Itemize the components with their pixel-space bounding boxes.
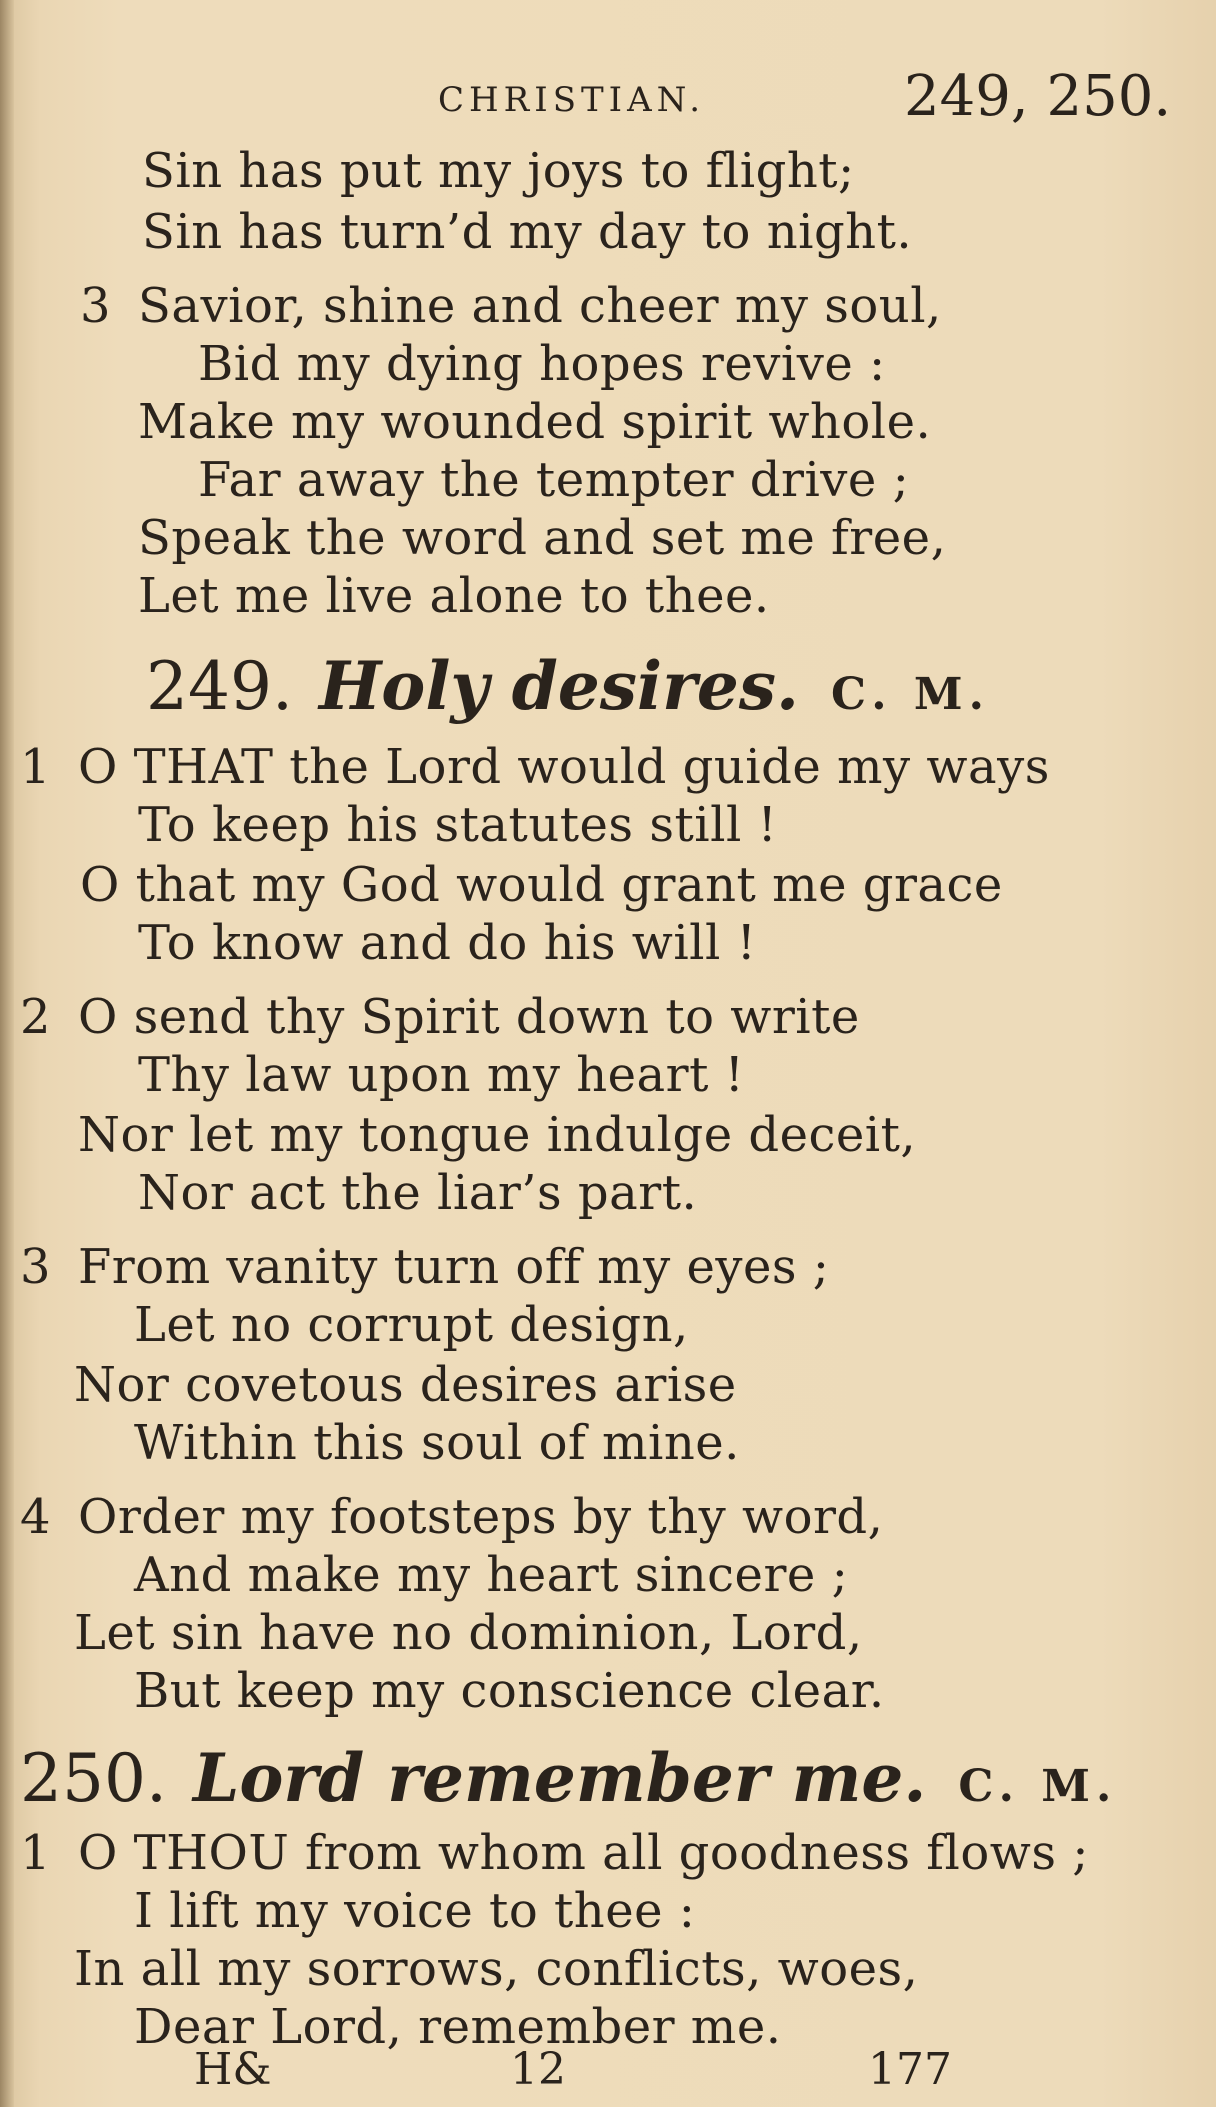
- hymn-number: 250.: [20, 1740, 167, 1817]
- verse-number: 3: [80, 278, 112, 334]
- verse-line: O that my God would grant me grace: [80, 857, 1003, 913]
- verse-line: Far away the tempter drive ;: [198, 452, 910, 508]
- verse-line: Sin has turn’d my day to night.: [142, 204, 913, 260]
- page-number: 177: [868, 2044, 952, 2095]
- hymn-heading: [20, 1740, 1117, 1825]
- verse-line: 3 Savior, shine and cheer my soul,: [80, 278, 942, 334]
- verse-line: Make my wounded spirit whole.: [138, 394, 932, 450]
- verse-line: Let me live alone to thee.: [138, 568, 770, 624]
- hymn-heading: [146, 648, 990, 733]
- verse-number: 1: [20, 739, 52, 795]
- footer-left-mark: H&: [194, 2044, 272, 2095]
- verse-line: 3 From vanity turn off my eyes ;: [20, 1239, 830, 1295]
- verse-line: And make my heart sincere ;: [134, 1547, 849, 1603]
- verse-line: Thy law upon my heart !: [138, 1047, 745, 1103]
- verse-line: Nor act the liar’s part.: [138, 1165, 698, 1221]
- verse-line: Let no corrupt design,: [134, 1297, 689, 1353]
- verse-line: Bid my dying hopes revive :: [198, 336, 886, 392]
- binding-edge: [0, 0, 14, 2107]
- verse-line: 4 Order my footsteps by thy word,: [20, 1489, 884, 1545]
- hymn-meter: C. M.: [958, 1761, 1118, 1812]
- hymn-number: 249.: [146, 648, 293, 725]
- verse-line: 1 O THOU from whom all goodness flows ;: [20, 1825, 1089, 1881]
- verse-line: Sin has put my joys to flight;: [142, 143, 855, 199]
- verse-line: Dear Lord, remember me.: [134, 1999, 782, 2055]
- signature-mark: 12: [510, 2044, 566, 2095]
- verse-number: 1: [20, 1825, 52, 1881]
- verse-line: In all my sorrows, conflicts, woes,: [74, 1941, 919, 1997]
- hymn-meter: C. M.: [831, 669, 990, 720]
- verse-line: Nor covetous desires arise: [74, 1357, 737, 1413]
- verse-line: To know and do his will !: [138, 915, 757, 971]
- verse-line: But keep my conscience clear.: [134, 1663, 885, 1719]
- hymn-title: Lord remember me.: [192, 1739, 927, 1817]
- running-head-hymn-range: 249, 250.: [904, 64, 1172, 129]
- verse-number: 4: [20, 1489, 52, 1545]
- verse-line: 2 O send thy Spirit down to write: [20, 989, 860, 1045]
- verse-line: Speak the word and set me free,: [138, 510, 947, 566]
- verse-line: Let sin have no dominion, Lord,: [74, 1605, 863, 1661]
- verse-number: 3: [20, 1239, 52, 1295]
- verse-line: I lift my voice to thee :: [134, 1883, 696, 1939]
- verse-number: 2: [20, 989, 52, 1045]
- verse-line: Nor let my tongue indulge deceit,: [78, 1107, 917, 1163]
- hymn-title: Holy desires.: [318, 647, 799, 725]
- verse-line: 1 O THAT the Lord would guide my ways: [20, 739, 1050, 795]
- verse-line: Within this soul of mine.: [134, 1415, 740, 1471]
- verse-line: To keep his statutes still !: [138, 797, 778, 853]
- running-head-title: CHRISTIAN.: [438, 80, 706, 120]
